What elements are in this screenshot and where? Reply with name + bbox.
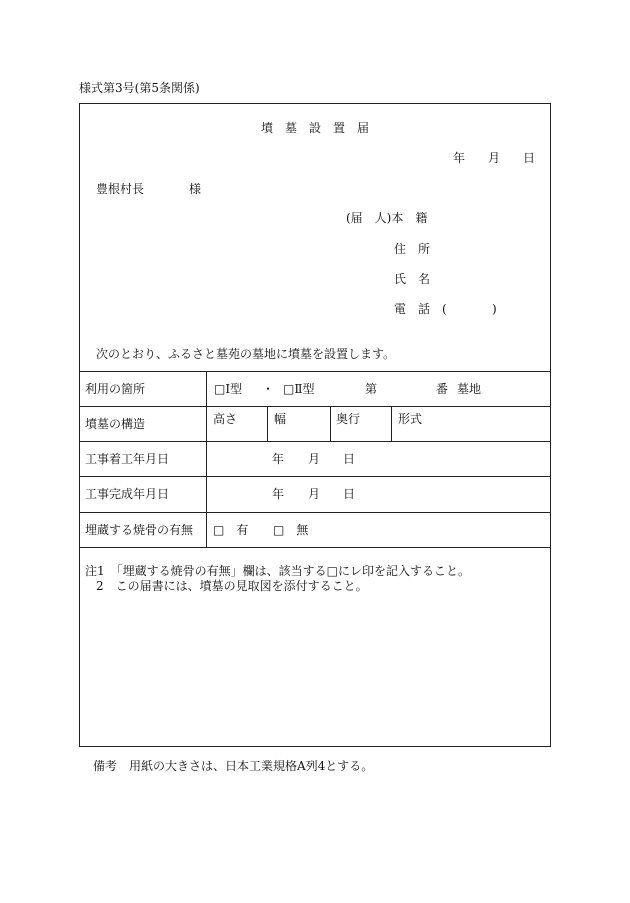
page-title: 墳 墓 設 置 届 xyxy=(260,121,369,135)
phone-close-paren: ) xyxy=(492,302,497,316)
structure-divider-2 xyxy=(330,406,331,441)
addressee-honorific: 様 xyxy=(189,182,202,196)
date-day: 日 xyxy=(523,151,536,165)
remains-no-checkbox[interactable]: □ 無 xyxy=(273,523,309,537)
table-line-5 xyxy=(79,512,551,513)
completion-year: 年 xyxy=(272,487,285,501)
applicant-address-label: 住 所 xyxy=(394,242,431,256)
completion-month: 月 xyxy=(308,487,321,501)
structure-divider-3 xyxy=(391,406,392,441)
form-number: 様式第3号(第5条関係) xyxy=(79,81,200,95)
row-remains-label: 埋蔵する焼骨の有無 xyxy=(85,523,194,537)
applicant-domicile-label: (届 人)本 籍 xyxy=(346,211,428,225)
applicant-phone-label: 電 話 xyxy=(394,302,431,316)
structure-height: 高さ xyxy=(213,412,238,426)
plot-ban: 番 xyxy=(436,382,449,396)
type1-checkbox[interactable]: □Ⅰ型 xyxy=(214,382,243,396)
table-line-4 xyxy=(79,476,551,477)
addressee-name: 豊根村長 xyxy=(96,182,145,196)
structure-depth: 奥行 xyxy=(336,412,361,426)
table-bottom-line xyxy=(79,547,551,548)
row-completion-date-label: 工事完成年月日 xyxy=(85,487,170,501)
phone-open-paren: ( xyxy=(442,302,447,316)
note-1: 注1 「埋蔵する焼骨の有無」欄は、該当する□にレ印を記入すること。 xyxy=(85,564,470,578)
remark: 備考 用紙の大きさは、日本工業規格A列4とする。 xyxy=(93,759,374,773)
row-start-date-label: 工事着工年月日 xyxy=(85,452,170,466)
row-structure-label: 墳墓の構造 xyxy=(85,417,146,431)
remains-yes-checkbox[interactable]: □ 有 xyxy=(213,523,249,537)
form-frame xyxy=(79,103,551,747)
note-2: 2 この届書には、墳墓の見取図を添付すること。 xyxy=(96,579,368,593)
start-day: 日 xyxy=(343,452,356,466)
start-month: 月 xyxy=(308,452,321,466)
table-label-divider xyxy=(206,371,207,547)
applicant-name-label: 氏 名 xyxy=(394,272,431,286)
type2-checkbox[interactable]: □Ⅱ型 xyxy=(283,382,315,396)
date-month: 月 xyxy=(488,151,501,165)
row-location-label: 利用の箇所 xyxy=(85,382,146,396)
completion-day: 日 xyxy=(343,487,356,501)
structure-width: 幅 xyxy=(274,412,287,426)
type-separator: ・ xyxy=(262,382,275,396)
structure-divider-1 xyxy=(267,406,268,441)
date-year: 年 xyxy=(453,151,466,165)
plot-dai: 第 xyxy=(365,382,378,396)
table-top-line xyxy=(79,371,551,372)
table-line-2 xyxy=(79,406,551,407)
plot-bochi: 墓地 xyxy=(457,382,482,396)
structure-form: 形式 xyxy=(398,412,423,426)
statement-text: 次のとおり、ふるさと墓苑の墓地に墳墓を設置します。 xyxy=(96,347,396,361)
start-year: 年 xyxy=(272,452,285,466)
table-line-3 xyxy=(79,441,551,442)
